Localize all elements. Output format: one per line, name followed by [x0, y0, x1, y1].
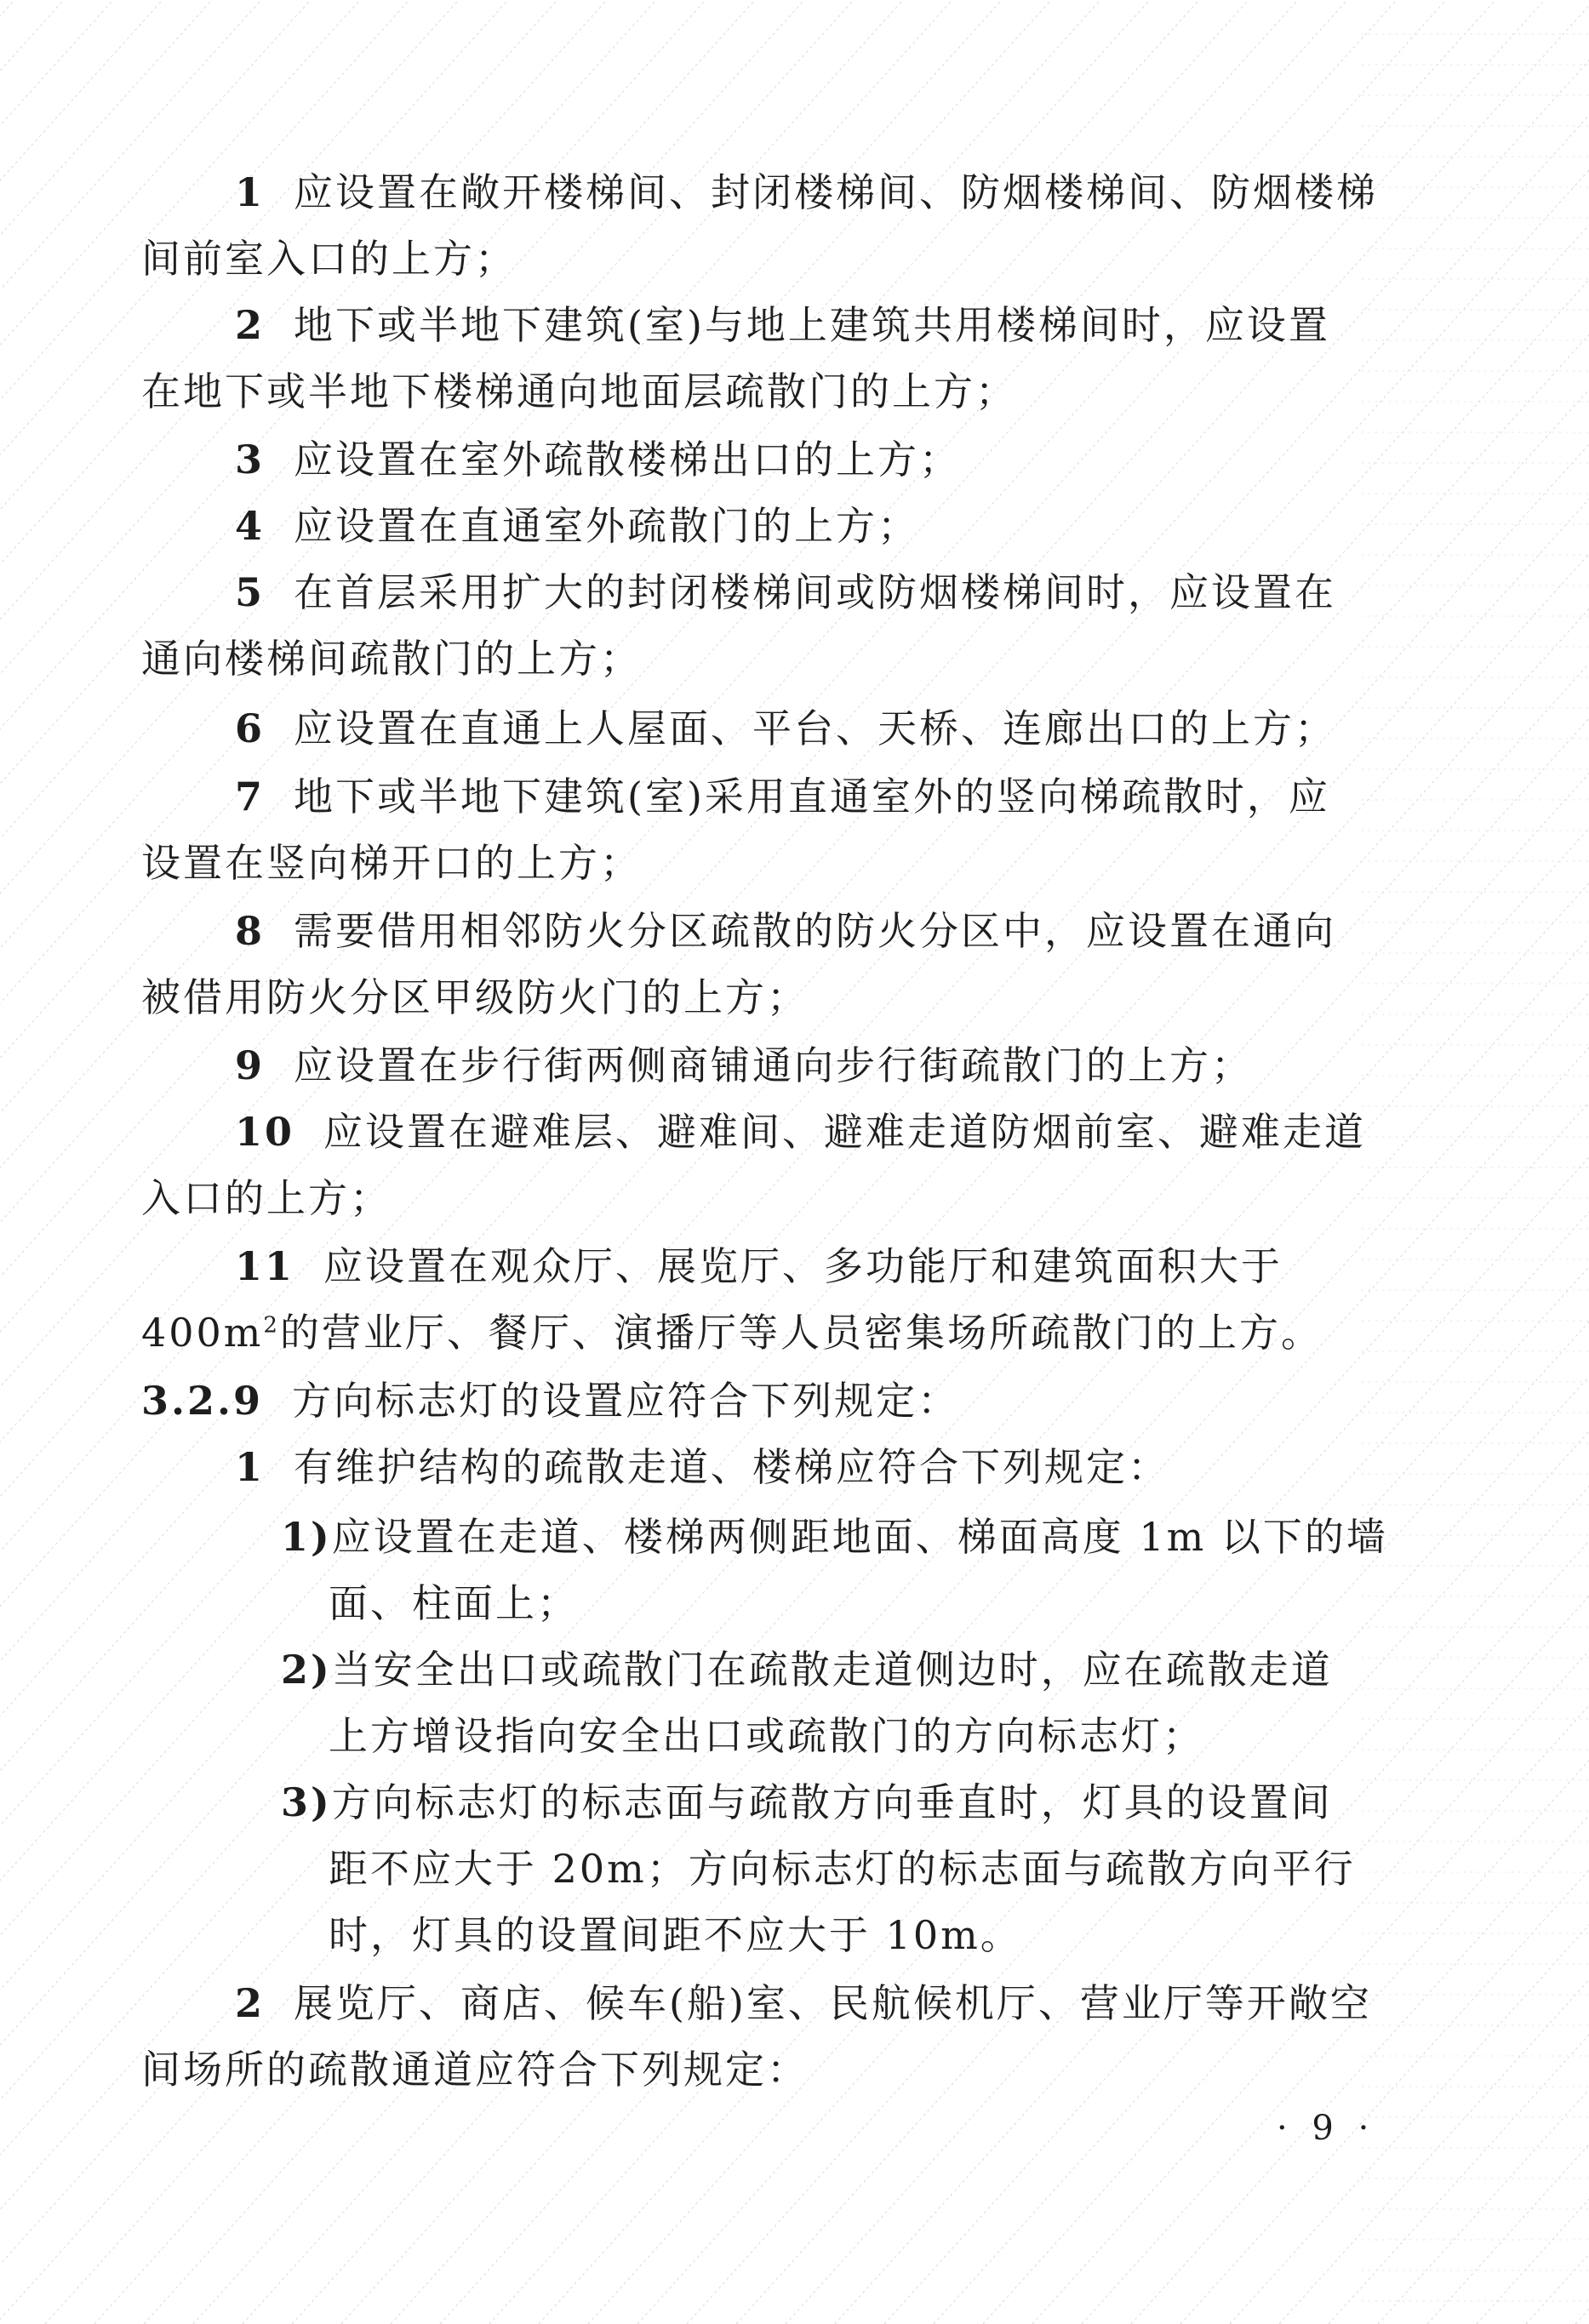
- item-2-number: 2: [235, 302, 266, 348]
- item-1-line-2: 间前室入口的上方；: [141, 236, 517, 282]
- item-4-line-1: [235, 500, 919, 551]
- item-9-number: 9: [235, 1042, 266, 1088]
- subitem-1-1-text: 应设置在走道、楼梯两侧距地面、梯面高度 1m 以下的墙: [331, 1514, 1388, 1560]
- subitem-1-3-line-2: 距不应大于 20m；方向标志灯的标志面与疏散方向平行: [329, 1846, 1356, 1892]
- section-number: 3.2.9: [141, 1378, 264, 1424]
- section-text: 方向标志灯的设置应符合下列规定：: [292, 1378, 960, 1424]
- item-5-line-2: 通向楼梯间疏散门的上方；: [141, 636, 642, 682]
- item-11-line-1: [235, 1241, 1283, 1292]
- item-8-text: 需要借用相邻防火分区疏散的防火分区中，应设置在通向: [294, 908, 1337, 954]
- item-9-text: 应设置在步行街两侧商铺通向步行街疏散门的上方；: [294, 1042, 1254, 1088]
- item-1-text: 应设置在敞开楼梯间、封闭楼梯间、防烟楼梯间、防烟楼梯: [294, 169, 1379, 215]
- section-3-2-9: [141, 1375, 959, 1426]
- item-7-line-1: [235, 771, 1330, 822]
- subitem-1-line: [235, 1442, 1169, 1493]
- subitem-1-2-number: 2): [281, 1647, 332, 1693]
- item-8-number: 8: [235, 908, 266, 954]
- item-11-line-2: [141, 1307, 1323, 1358]
- item-2-text: 地下或半地下建筑(室)与地上建筑共用楼梯间时，应设置: [294, 302, 1330, 348]
- subitem-2-line-1: [235, 1978, 1372, 2029]
- subitem-1-1-line-2: 面、柱面上；: [329, 1580, 579, 1626]
- item-1-line-1: [235, 167, 1378, 218]
- item-11-number: 11: [235, 1243, 295, 1289]
- subitem-2-number: 2: [235, 1980, 266, 2026]
- item-6-text: 应设置在直通上人屋面、平台、天桥、连廊出口的上方；: [294, 705, 1337, 751]
- item-5-number: 5: [235, 569, 266, 615]
- item-8-line-1: [235, 905, 1336, 956]
- item-7-line-2: 设置在竖向梯开口的上方；: [141, 840, 642, 886]
- item-7-number: 7: [235, 774, 266, 819]
- item-11-text: 应设置在观众厅、展览厅、多功能厅和建筑面积大于: [323, 1243, 1283, 1289]
- subitem-1-text: 有维护结构的疏散走道、楼梯应符合下列规定：: [294, 1444, 1170, 1490]
- area-unit-superscript: 2: [263, 1312, 280, 1339]
- item-3-line-1: [235, 434, 961, 485]
- item-10-line-1: [235, 1106, 1366, 1157]
- item-4-number: 4: [235, 503, 266, 549]
- item-10-text: 应设置在避难层、避难间、避难走道防烟前室、避难走道: [323, 1109, 1367, 1155]
- item-4-text: 应设置在直通室外疏散门的上方；: [294, 503, 920, 549]
- subitem-1-3-text: 方向标志灯的标志面与疏散方向垂直时，灯具的设置间: [331, 1779, 1333, 1825]
- item-1-number: 1: [235, 169, 266, 215]
- area-value: 400m: [141, 1310, 264, 1356]
- subitem-1-3-number: 3): [281, 1779, 332, 1825]
- subitem-1-2-text: 当安全出口或疏散门在疏散走道侧边时，应在疏散走道: [331, 1647, 1333, 1693]
- item-2-line-1: [235, 300, 1330, 351]
- subitem-1-1-line-1: [281, 1511, 1388, 1562]
- subitem-1-number: 1: [235, 1444, 266, 1490]
- item-8-line-2: 被借用防火分区甲级防火门的上方；: [141, 974, 809, 1020]
- subitem-1-3-line-1: [281, 1777, 1333, 1828]
- subitem-1-1-number: 1): [281, 1514, 332, 1560]
- item-6-number: 6: [235, 705, 266, 751]
- item-10-line-2: 入口的上方；: [141, 1175, 392, 1221]
- subitem-2-line-2: 间场所的疏散通道应符合下列规定：: [141, 2047, 809, 2093]
- item-2-line-2: 在地下或半地下楼梯通向地面层疏散门的上方；: [141, 368, 1017, 414]
- subitem-1-2-line-2: 上方增设指向安全出口或疏散门的方向标志灯；: [329, 1713, 1204, 1759]
- item-9-line-1: [235, 1040, 1253, 1091]
- subitem-1-2-line-1: [281, 1644, 1333, 1695]
- item-3-text: 应设置在室外疏散楼梯出口的上方；: [294, 437, 962, 483]
- item-11-text-cont: 的营业厅、餐厅、演播厅等人员密集场所疏散门的上方。: [279, 1310, 1323, 1356]
- item-10-number: 10: [235, 1109, 295, 1155]
- subitem-1-3-line-3: 时，灯具的设置间距不应大于 10m。: [329, 1912, 1022, 1958]
- page-number: · 9 ·: [1277, 2109, 1376, 2148]
- subitem-2-text: 展览厅、商店、候车(船)室、民航候机厅、营业厅等开敞空: [294, 1980, 1372, 2026]
- item-6-line-1: [235, 703, 1336, 754]
- item-3-number: 3: [235, 437, 266, 483]
- item-5-line-1: [235, 567, 1336, 618]
- item-5-text: 在首层采用扩大的封闭楼梯间或防烟楼梯间时，应设置在: [294, 569, 1337, 615]
- item-7-text: 地下或半地下建筑(室)采用直通室外的竖向梯疏散时，应: [294, 774, 1330, 819]
